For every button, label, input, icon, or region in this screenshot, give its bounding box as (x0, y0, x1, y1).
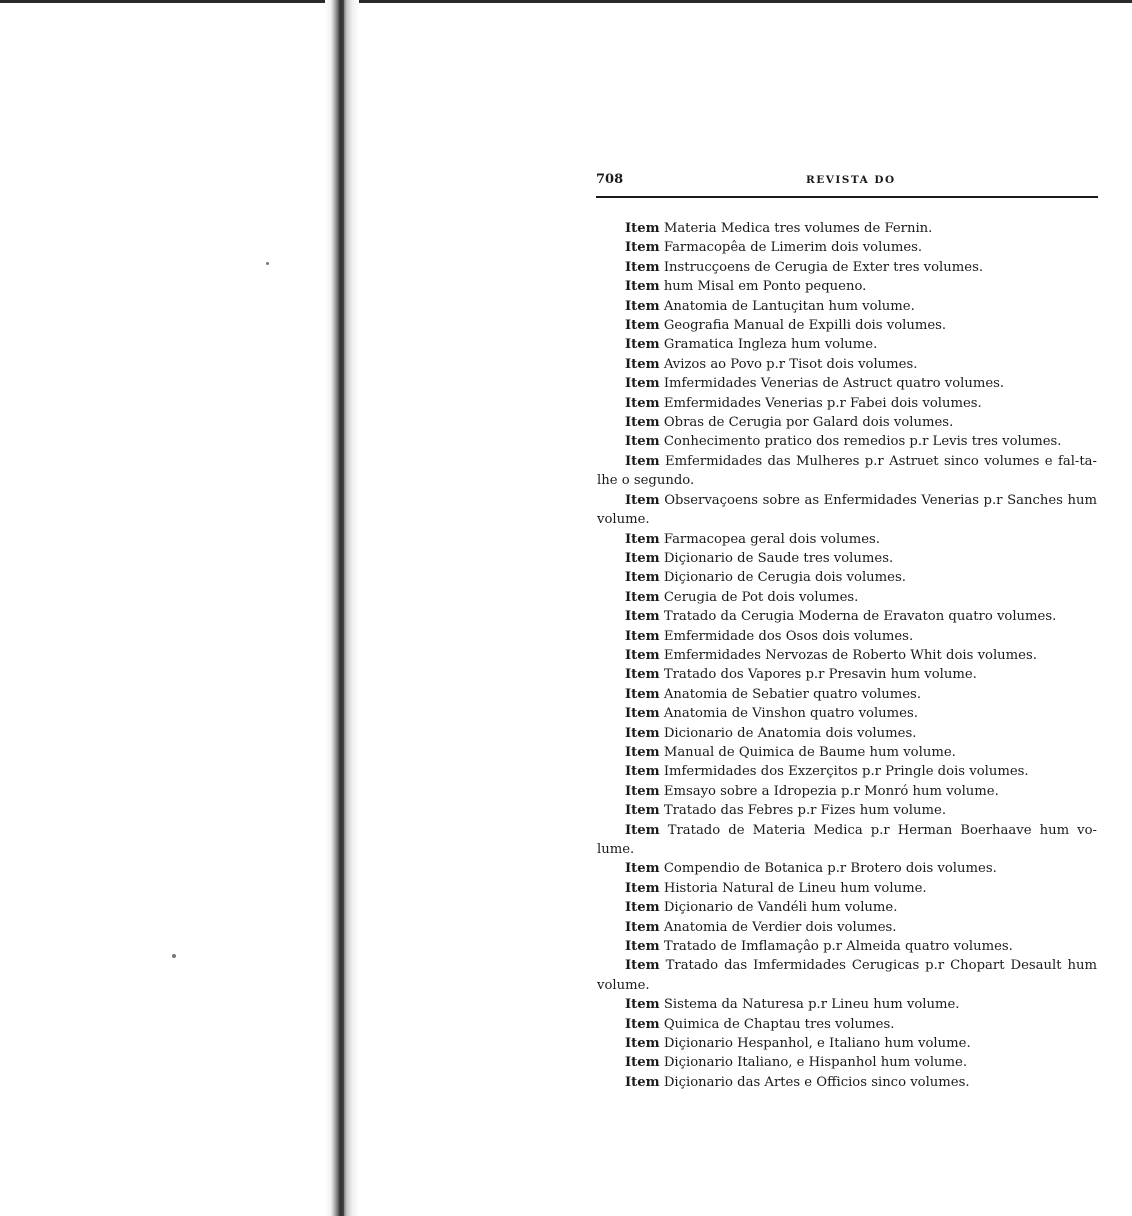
entry-lead-word: Item (625, 395, 660, 411)
inventory-entry (597, 491, 1097, 530)
inventory-entry (597, 646, 1097, 665)
entry-lead-word: Item (625, 609, 660, 625)
inventory-entry (597, 1015, 1097, 1034)
entry-lead-word: Item (625, 492, 660, 508)
inventory-entry (597, 743, 1097, 762)
entry-lead-word: Item (625, 589, 660, 605)
inventory-entry (597, 335, 1097, 354)
inventory-entry (597, 549, 1097, 568)
inventory-entry (597, 937, 1097, 956)
scan-speck (266, 262, 269, 265)
entry-text: Tratado de Materia Medica p.r Herman Boerhaave hum vo-lume. (597, 822, 1097, 857)
inventory-entry (597, 665, 1097, 684)
inventory-entry (597, 801, 1097, 820)
entry-lead-word: Item (625, 686, 660, 702)
entry-lead-word: Item (625, 939, 660, 955)
entry-lead-word: Item (625, 453, 660, 469)
inventory-entry (597, 432, 1097, 451)
inventory-entry (597, 762, 1097, 781)
entry-lead-word: Item (625, 531, 660, 547)
entry-lead-word: Item (625, 337, 660, 353)
entry-text: Manual de Quimica de Baume hum volume. (663, 744, 956, 760)
inventory-entry (597, 452, 1097, 491)
inventory-entry (597, 1073, 1097, 1092)
page-header (596, 172, 1098, 194)
entry-text: Gramatica Ingleza hum volume. (663, 337, 878, 353)
entry-lead-word: Item (625, 880, 660, 896)
inventory-entry (597, 724, 1097, 743)
inventory-entry (597, 530, 1097, 549)
entry-lead-word: Item (625, 221, 660, 236)
entry-text: Emfermidades das Mulheres p.r Astruet sinco volumes e fal-ta-lhe o segundo. (597, 453, 1097, 489)
entry-text: Anatomia de Verdier dois volumes. (663, 919, 897, 935)
entry-lead-word: Item (625, 415, 660, 431)
entry-text: Emsayo sobre a Idropezia p.r Monró hum volume. (663, 783, 999, 799)
entry-lead-word: Item (625, 725, 660, 741)
entry-lead-word: Item (625, 298, 660, 314)
entry-text: Obras de Cerugia por Galard dois volumes. (663, 415, 954, 431)
inventory-entry (597, 995, 1097, 1014)
entry-lead-word: Item (625, 1055, 660, 1071)
inventory-entry (597, 898, 1097, 917)
inventory-entry (597, 374, 1097, 393)
entry-text: Tratado dos Vapores p.r Presavin hum volume. (663, 667, 977, 683)
entry-text: Anatomia de Vinshon quatro volumes. (663, 706, 918, 722)
entry-lead-word: Item (625, 647, 660, 663)
scan-top-edge (0, 0, 1132, 3)
inventory-entry (597, 394, 1097, 413)
entry-text: Emfermidades Venerias p.r Fabei dois volumes. (663, 395, 982, 411)
inventory-entry (597, 355, 1097, 374)
entry-lead-word: Item (625, 1016, 660, 1032)
entry-lead-word: Item (625, 764, 660, 780)
inventory-entry (597, 607, 1097, 626)
entry-text: Avizos ao Povo p.r Tisot dois volumes. (663, 356, 918, 372)
entry-text: Imfermidades Venerias de Astruct quatro volumes. (663, 376, 1005, 392)
entry-text: Materia Medica tres volumes de Fernin. (663, 221, 933, 236)
inventory-entry (597, 219, 1097, 238)
entry-text: Tratado das Febres p.r Fizes hum volume. (663, 803, 947, 819)
inventory-entry (597, 238, 1097, 257)
entry-lead-word: Item (625, 919, 660, 935)
inventory-list (597, 219, 1097, 1092)
entry-lead-word: Item (625, 259, 660, 275)
entry-lead-word: Item (625, 1074, 660, 1090)
inventory-entry (597, 277, 1097, 296)
header-rule (596, 196, 1098, 198)
inventory-entry (597, 859, 1097, 878)
inventory-entry (597, 297, 1097, 316)
entry-lead-word: Item (625, 861, 660, 877)
inventory-entry (597, 1034, 1097, 1053)
entry-text: Observaçoens sobre as Enfermidades Venerias p.r Sanches hum volume. (597, 492, 1097, 528)
entry-text: Diçionario Italiano, e Hispanhol hum volume. (663, 1055, 968, 1071)
entry-lead-word: Item (625, 1036, 660, 1052)
entry-text: Compendio de Botanica p.r Brotero dois volumes. (663, 861, 997, 877)
inventory-entry (597, 704, 1097, 723)
entry-text: Diçionario Hespanhol, e Italiano hum volume. (663, 1036, 971, 1052)
entry-lead-word: Item (625, 667, 660, 683)
entry-text: Dicionario de Anatomia dois volumes. (663, 725, 917, 741)
inventory-entry (597, 1053, 1097, 1072)
entry-text: Sistema da Naturesa p.r Lineu hum volume. (663, 997, 960, 1013)
entry-lead-word: Item (625, 376, 660, 392)
entry-lead-word: Item (625, 706, 660, 722)
inventory-entry (597, 627, 1097, 646)
inventory-entry (597, 821, 1097, 860)
entry-lead-word: Item (625, 240, 660, 256)
running-head: REVISTA DO (806, 174, 896, 186)
entry-text: Tratado das Imfermidades Cerugicas p.r Chopart Desault hum volume. (597, 958, 1097, 993)
inventory-entry (597, 782, 1097, 801)
inventory-entry (597, 588, 1097, 607)
inventory-entry (597, 568, 1097, 587)
entry-text: Anatomia de Lantuçitan hum volume. (663, 298, 915, 314)
entry-text: Tratado da Cerugia Moderna de Eravaton quatro volumes. (663, 609, 1057, 625)
inventory-entry (597, 258, 1097, 277)
entry-text: Anatomia de Sebatier quatro volumes. (663, 686, 922, 702)
entry-lead-word: Item (625, 318, 660, 334)
entry-lead-word: Item (625, 356, 660, 372)
entry-text: Geografia Manual de Expilli dois volumes. (663, 318, 947, 334)
inventory-entry (597, 956, 1097, 995)
entry-lead-word: Item (625, 744, 660, 760)
entry-lead-word: Item (625, 958, 660, 974)
entry-text: Tratado de Imflamaçâo p.r Almeida quatro volumes. (663, 939, 1013, 955)
entry-text: Farmacopêa de Limerim dois volumes. (663, 240, 923, 256)
entry-text: Diçionario de Saude tres volumes. (663, 550, 894, 566)
inventory-entry (597, 316, 1097, 335)
inventory-entry (597, 918, 1097, 937)
entry-text: Diçionario de Cerugia dois volumes. (663, 570, 906, 586)
entry-lead-word: Item (625, 783, 660, 799)
scan-speck (172, 954, 176, 958)
inventory-entry (597, 685, 1097, 704)
entry-text: Historia Natural de Lineu hum volume. (663, 880, 927, 896)
entry-text: Instrucçoens de Cerugia de Exter tres volumes. (663, 259, 984, 275)
inventory-entry (597, 879, 1097, 898)
entry-text: Imfermidades dos Exzerçitos p.r Pringle dois volumes. (663, 764, 1029, 780)
entry-text: Diçionario de Vandéli hum volume. (663, 900, 898, 916)
inventory-entry (597, 413, 1097, 432)
entry-text: Conhecimento pratico dos remedios p.r Levis tres volumes. (663, 434, 1062, 450)
entry-lead-word: Item (625, 550, 660, 566)
entry-text: Quimica de Chaptau tres volumes. (663, 1016, 895, 1032)
book-spine-line (340, 0, 344, 1216)
entry-text: Diçionario das Artes e Officios sinco volumes. (663, 1074, 970, 1090)
entry-lead-word: Item (625, 628, 660, 644)
entry-text: Cerugia de Pot dois volumes. (663, 589, 859, 605)
page-number: 708 (596, 172, 624, 187)
entry-lead-word: Item (625, 434, 660, 450)
entry-lead-word: Item (625, 279, 660, 295)
entry-lead-word: Item (625, 803, 660, 819)
entry-lead-word: Item (625, 822, 660, 838)
entry-text: hum Misal em Ponto pequeno. (663, 279, 867, 295)
entry-text: Farmacopea geral dois volumes. (663, 531, 880, 547)
entry-lead-word: Item (625, 997, 660, 1013)
entry-text: Emfermidades Nervozas de Roberto Whit dois volumes. (663, 647, 1037, 663)
entry-lead-word: Item (625, 570, 660, 586)
entry-lead-word: Item (625, 900, 660, 916)
entry-text: Emfermidade dos Osos dois volumes. (663, 628, 914, 644)
